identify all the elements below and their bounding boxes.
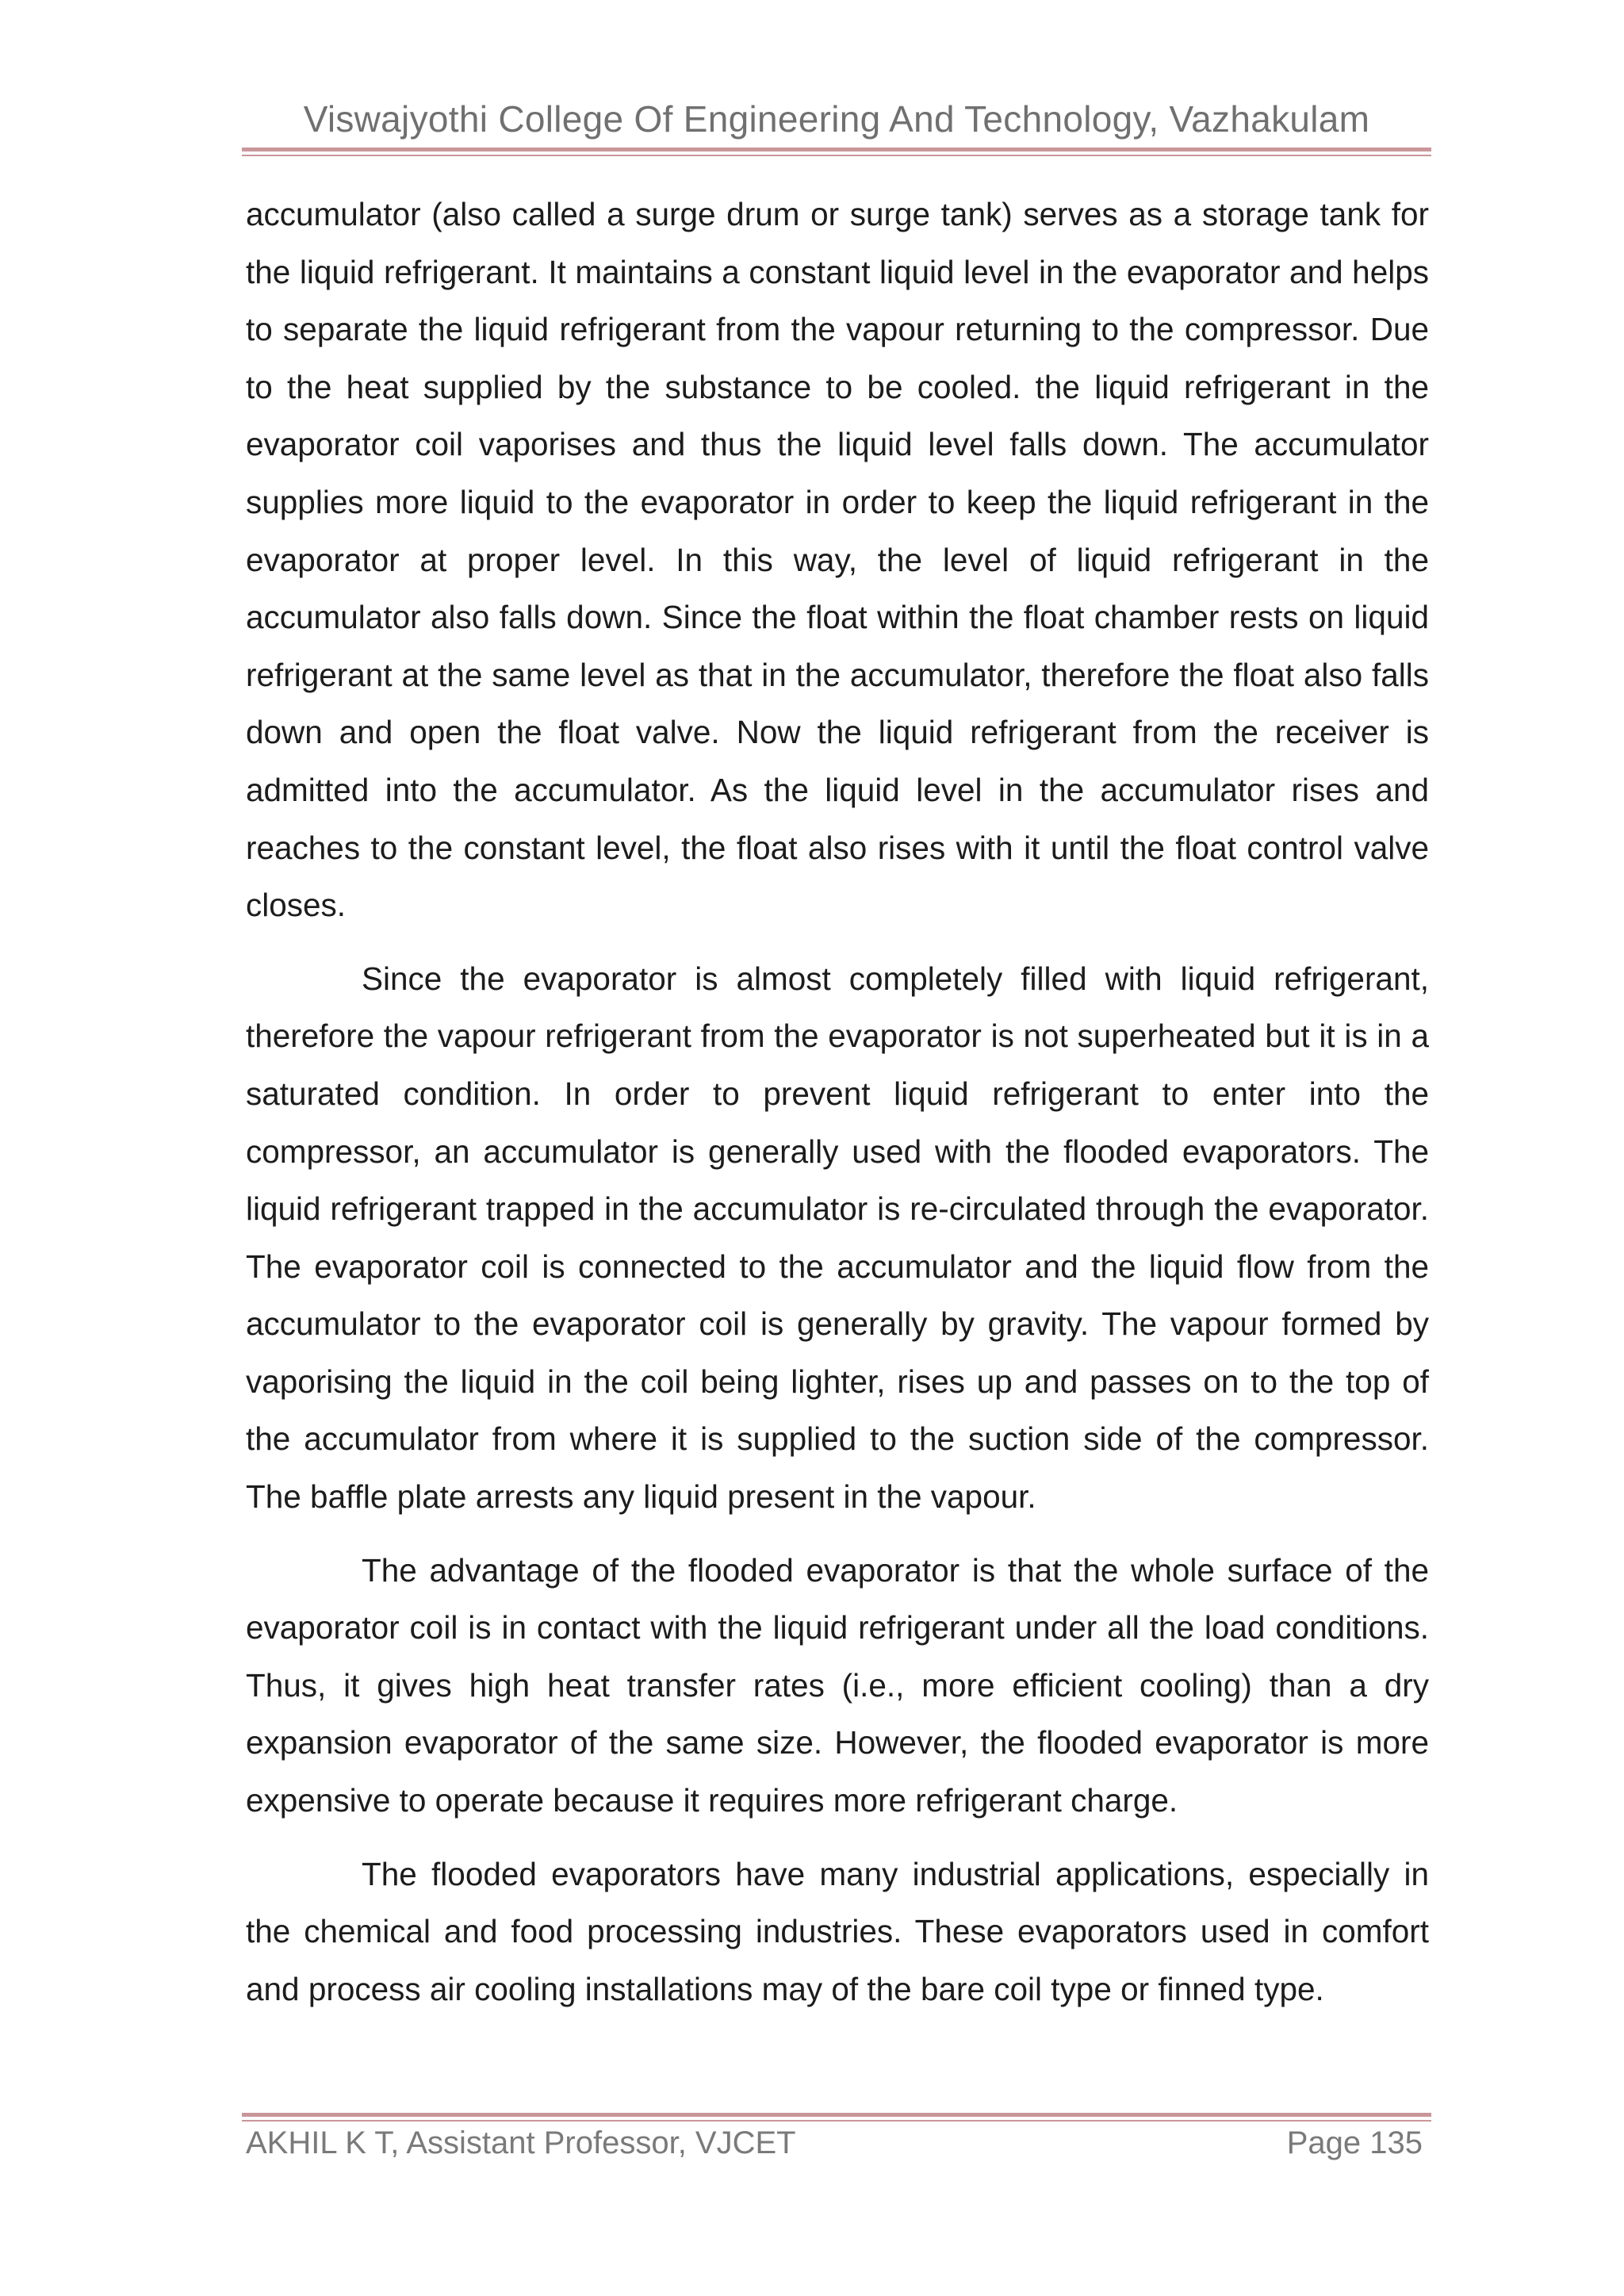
page-body [246,186,1429,2033]
paragraph-1: accumulator (also called a surge drum or surge tank) serves as a storage tank for the liquid refrigerant. It maintains a constant liquid level in the evaporator and helps to separate the liquid refrigerant from the vapour returning to the compressor. Due to the heat supplied by the substance to be cooled. the liquid refrigerant in the evaporator coil vaporises and thus the liquid level falls down. The accumulator supplies more liquid to the evaporator in order to keep the liquid refrigerant in the evaporator at proper level. In this way, the level of liquid refrigerant in the accumulator also falls down. Since the float within the float chamber rests on liquid refrigerant at the same level as that in the accumulator, therefore the float also falls down and open the float valve. Now the liquid refrigerant from the receiver is admitted into the accumulator. As the liquid level in the accumulator rises and reaches to the constant level, the float also rises with it until the float control valve closes. [246,196,1429,924]
paragraph-2: Since the evaporator is almost completely filled with liquid refrigerant, therefore the vapour refrigerant from the evaporator is not superheated but it is in a saturated condition. In order to prevent liquid refrigerant to enter into the compressor, an accumulator is generally used with the flooded evaporators. The liquid refrigerant trapped in the accumulator is re-circulated through the evaporator. The evaporator coil is connected to the accumulator and the liquid flow from the accumulator to the evaporator coil is generally by gravity. The vapour formed by vaporising the liquid in the coil being lighter, rises up and passes on to the top of the accumulator from where it is supplied to the suction side of the compressor. The baffle plate arrests any liquid present in the vapour. [246,960,1429,1516]
footer-author: AKHIL K T, Assistant Professor, VJCET [246,2125,796,2160]
page-number: Page 135 [1286,2125,1423,2160]
page-header [242,94,1431,144]
paragraph-4: The flooded evaporators have many industrial applications, especially in the chemical and food processing industries. These evaporators used in comfort and process air cooling installations may of the bare coil type or finned type. [246,1855,1429,2007]
header-title: Viswajyothi College Of Engineering And Technology, Vazhakulam [303,98,1370,140]
header-rule [242,148,1431,156]
paragraph-3: The advantage of the flooded evaporator is that the whole surface of the evaporator coil is in contact with the liquid refrigerant under all the load conditions. Thus, it gives high heat transfer rates (i.e., more efficient cooling) than a dry expansion evaporator of the same size. However, the flooded evaporator is more expensive to operate because it requires more refrigerant charge. [246,1551,1429,1819]
